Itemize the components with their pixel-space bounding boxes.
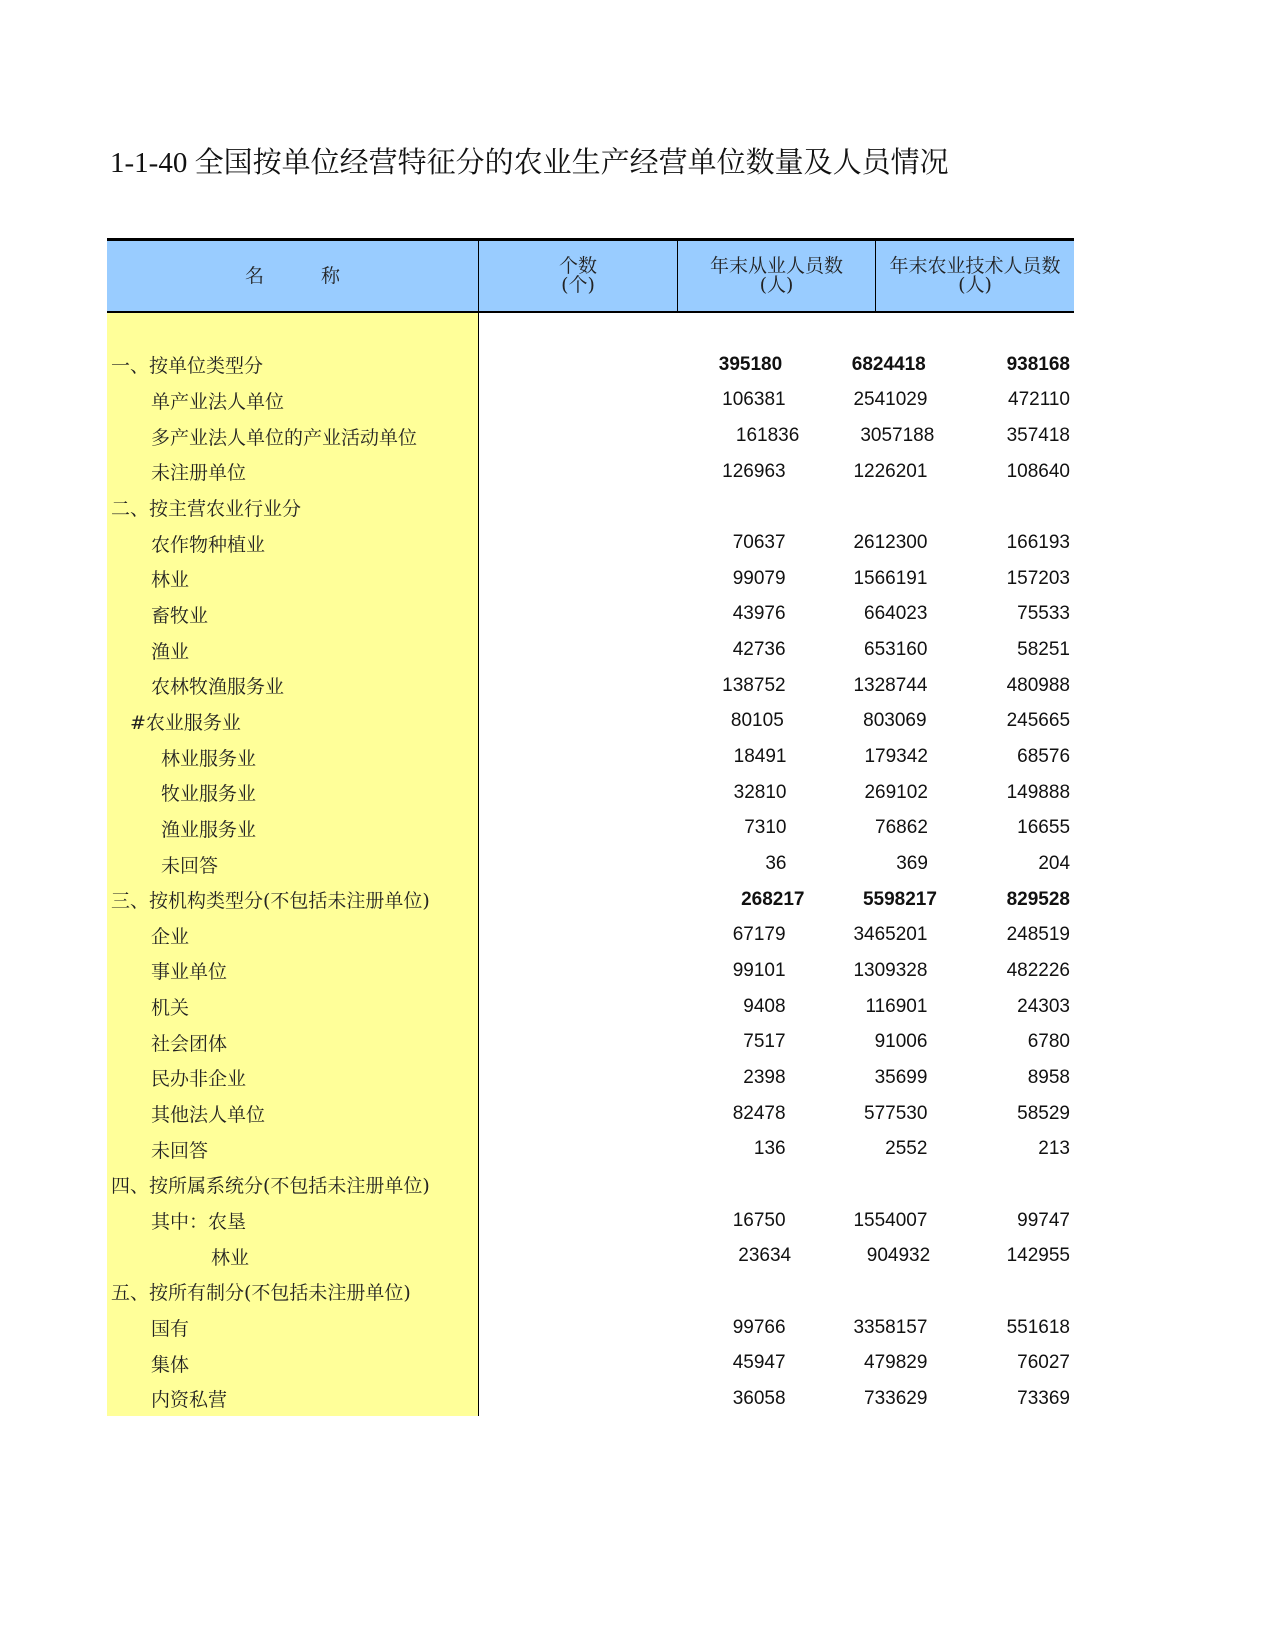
cell-technicians: 938168 [1006,353,1070,375]
header-employees-label: 年末从业人员数 [709,255,843,277]
header-technicians-label: 年末农业技术人员数 [889,255,1061,277]
row-name: 多产业法人单位的产业活动单位 [151,426,418,449]
cell-technicians: 245665 [1006,710,1071,732]
cell-technicians: 58529 [1017,1102,1070,1124]
cell-count: 32810 [733,781,787,803]
cell-technicians: 68576 [1017,746,1071,768]
table-row [107,739,1074,775]
cell-technicians: 480988 [1006,674,1070,696]
table-header [107,238,1074,313]
cell-technicians: 472110 [1008,389,1070,411]
cell-employees: 653160 [864,639,928,661]
row-name: 集体 [151,1353,190,1376]
cell-count: 43976 [732,603,786,625]
row-name: 民办非企业 [151,1068,247,1091]
row-name: 二、按主营农业行业分 [111,497,302,520]
cell-count: 67179 [732,924,786,946]
cell-count: 9408 [743,995,786,1017]
row-name: 农作物种植业 [151,533,266,556]
cell-count: 99766 [732,1316,786,1338]
table-row [107,989,1074,1025]
table-row [107,632,1074,668]
row-name: 渔业 [151,640,190,663]
row-name: 五、按所有制分(不包括未注册单位) [111,1282,411,1305]
cell-count: 23634 [738,1245,792,1267]
header-count-unit: (个) [561,274,595,296]
cell-technicians: 76027 [1017,1352,1070,1374]
cell-technicians: 149888 [1006,781,1071,803]
cell-count: 18491 [733,746,787,768]
cell-employees: 664023 [864,603,928,625]
cell-technicians: 6780 [1027,1031,1070,1053]
table-row [107,1310,1074,1346]
cell-employees: 3057188 [860,425,935,447]
row-name: 社会团体 [151,1032,228,1055]
header-count-label: 个数 [558,255,597,277]
table-row [107,1024,1074,1060]
cell-technicians: 142955 [1006,1245,1070,1267]
cell-employees: 577530 [864,1102,928,1124]
cell-count: 16750 [732,1209,786,1231]
header-name-label: 名 称 [244,264,340,287]
header-technicians-unit: (人) [958,274,992,296]
cell-technicians: 24303 [1017,995,1070,1017]
row-name: 林业服务业 [161,747,257,770]
cell-employees: 2552 [885,1138,928,1160]
cell-technicians: 482226 [1006,959,1070,981]
row-name: 畜牧业 [151,604,209,627]
cell-employees: 369 [896,853,928,875]
cell-technicians: 99747 [1017,1209,1070,1231]
cell-count: 45947 [732,1352,786,1374]
table-row [107,1131,1074,1167]
cell-technicians: 357418 [1006,425,1070,447]
table-row [107,1060,1074,1096]
cell-technicians: 551618 [1006,1316,1070,1338]
cell-employees: 179342 [864,746,928,768]
cell-technicians: 166193 [1006,532,1070,554]
row-name: 国有 [151,1318,190,1341]
cell-employees: 35699 [874,1066,928,1088]
cell-employees: 269102 [864,781,928,803]
cell-employees: 1554007 [853,1209,928,1231]
cell-technicians: 248519 [1006,924,1070,946]
row-name: 林业 [151,569,190,592]
row-name: 其中：农垦 [151,1211,247,1234]
row-name: #农业服务业 [130,711,241,734]
cell-count: 99079 [732,567,786,589]
table-row [107,811,1074,847]
cell-count: 80105 [730,710,784,732]
cell-count: 70637 [732,532,786,554]
table-row [107,525,1074,561]
row-name: 未回答 [161,854,219,877]
cell-count: 7310 [744,817,787,839]
cell-employees: 91006 [874,1031,928,1053]
row-name: 一、按单位类型分 [111,355,264,378]
cell-employees: 116901 [865,995,928,1017]
cell-count: 268217 [741,888,805,910]
cell-employees: 1566191 [853,567,928,589]
cell-technicians: 204 [1038,853,1071,875]
row-name: 林业 [211,1246,250,1269]
cell-employees: 76862 [875,817,928,839]
cell-employees: 1226201 [853,460,928,482]
table-row [107,490,1074,526]
row-name: 内资私营 [151,1389,228,1412]
header-count [478,241,677,311]
cell-employees: 3358157 [853,1316,928,1338]
cell-technicians: 157203 [1006,567,1070,589]
cell-employees: 2612300 [853,532,928,554]
cell-employees: 733629 [864,1387,928,1409]
cell-count: 42736 [732,639,786,661]
cell-technicians: 8958 [1027,1066,1070,1088]
cell-technicians: 73369 [1017,1387,1070,1409]
cell-count: 36058 [732,1387,786,1409]
table-row [107,918,1074,954]
cell-technicians: 213 [1038,1138,1070,1160]
table-body [107,313,1074,1417]
cell-employees: 1328744 [853,674,928,696]
cell-count: 161836 [735,425,800,447]
page-title: 1-1-40 全国按单位经营特征分的农业生产经营单位数量及人员情况 [110,147,949,179]
cell-employees: 479829 [864,1352,928,1374]
table-row [107,561,1074,597]
row-name: 未注册单位 [151,462,247,485]
table-row [107,418,1074,454]
table-row [107,953,1074,989]
row-name: 其他法人单位 [151,1104,266,1127]
table-row [107,1167,1074,1203]
table-row [107,1345,1074,1381]
cell-technicians: 58251 [1017,639,1070,661]
header-technicians [875,241,1074,311]
row-name: 四、按所属系统分(不包括未注册单位) [111,1175,430,1198]
cell-count: 99101 [732,959,786,981]
cell-count: 126963 [722,460,786,482]
cell-employees: 2541029 [853,389,928,411]
row-name: 农林牧渔服务业 [151,676,285,699]
cell-employees: 904932 [866,1245,931,1267]
cell-count: 138752 [722,674,786,696]
cell-employees: 5598217 [862,888,937,910]
cell-technicians: 829528 [1006,888,1070,910]
cell-technicians: 75533 [1017,603,1070,625]
header-employees [677,241,875,311]
table-row [107,668,1074,704]
cell-count: 7517 [743,1031,786,1053]
cell-count: 82478 [732,1102,786,1124]
data-table [107,238,1074,1417]
row-name: 企业 [151,925,190,948]
cell-technicians: 108640 [1006,460,1070,482]
table-row [107,597,1074,633]
table-row [107,1203,1074,1239]
header-employees-unit: (人) [759,274,794,296]
table-row [107,704,1074,740]
table-row [107,1274,1074,1310]
table-row [107,846,1074,882]
cell-employees: 3465201 [853,924,928,946]
cell-count: 106381 [722,389,786,411]
table-row [107,454,1074,490]
row-name: 事业单位 [151,961,228,984]
row-name: 单产业法人单位 [151,390,285,413]
table-row [107,775,1074,811]
cell-count: 136 [753,1138,786,1160]
row-name: 机关 [151,997,190,1020]
row-name: 牧业服务业 [161,783,257,806]
table-row [107,1096,1074,1132]
header-name [107,241,478,311]
row-name: 渔业服务业 [161,818,257,841]
cell-employees: 1309328 [853,959,928,981]
cell-employees: 803069 [863,710,927,732]
table-row [107,1381,1074,1417]
table-row [107,383,1074,419]
cell-count: 2398 [743,1066,786,1088]
cell-technicians: 16655 [1017,817,1071,839]
row-name: 未回答 [151,1139,209,1162]
table-row [107,347,1074,383]
cell-count: 36 [765,853,787,875]
table-row [107,882,1074,918]
cell-count: 395180 [718,353,783,375]
row-name: 三、按机构类型分(不包括未注册单位) [111,890,430,913]
cell-employees: 6824418 [851,353,926,375]
table-row [107,1238,1074,1274]
